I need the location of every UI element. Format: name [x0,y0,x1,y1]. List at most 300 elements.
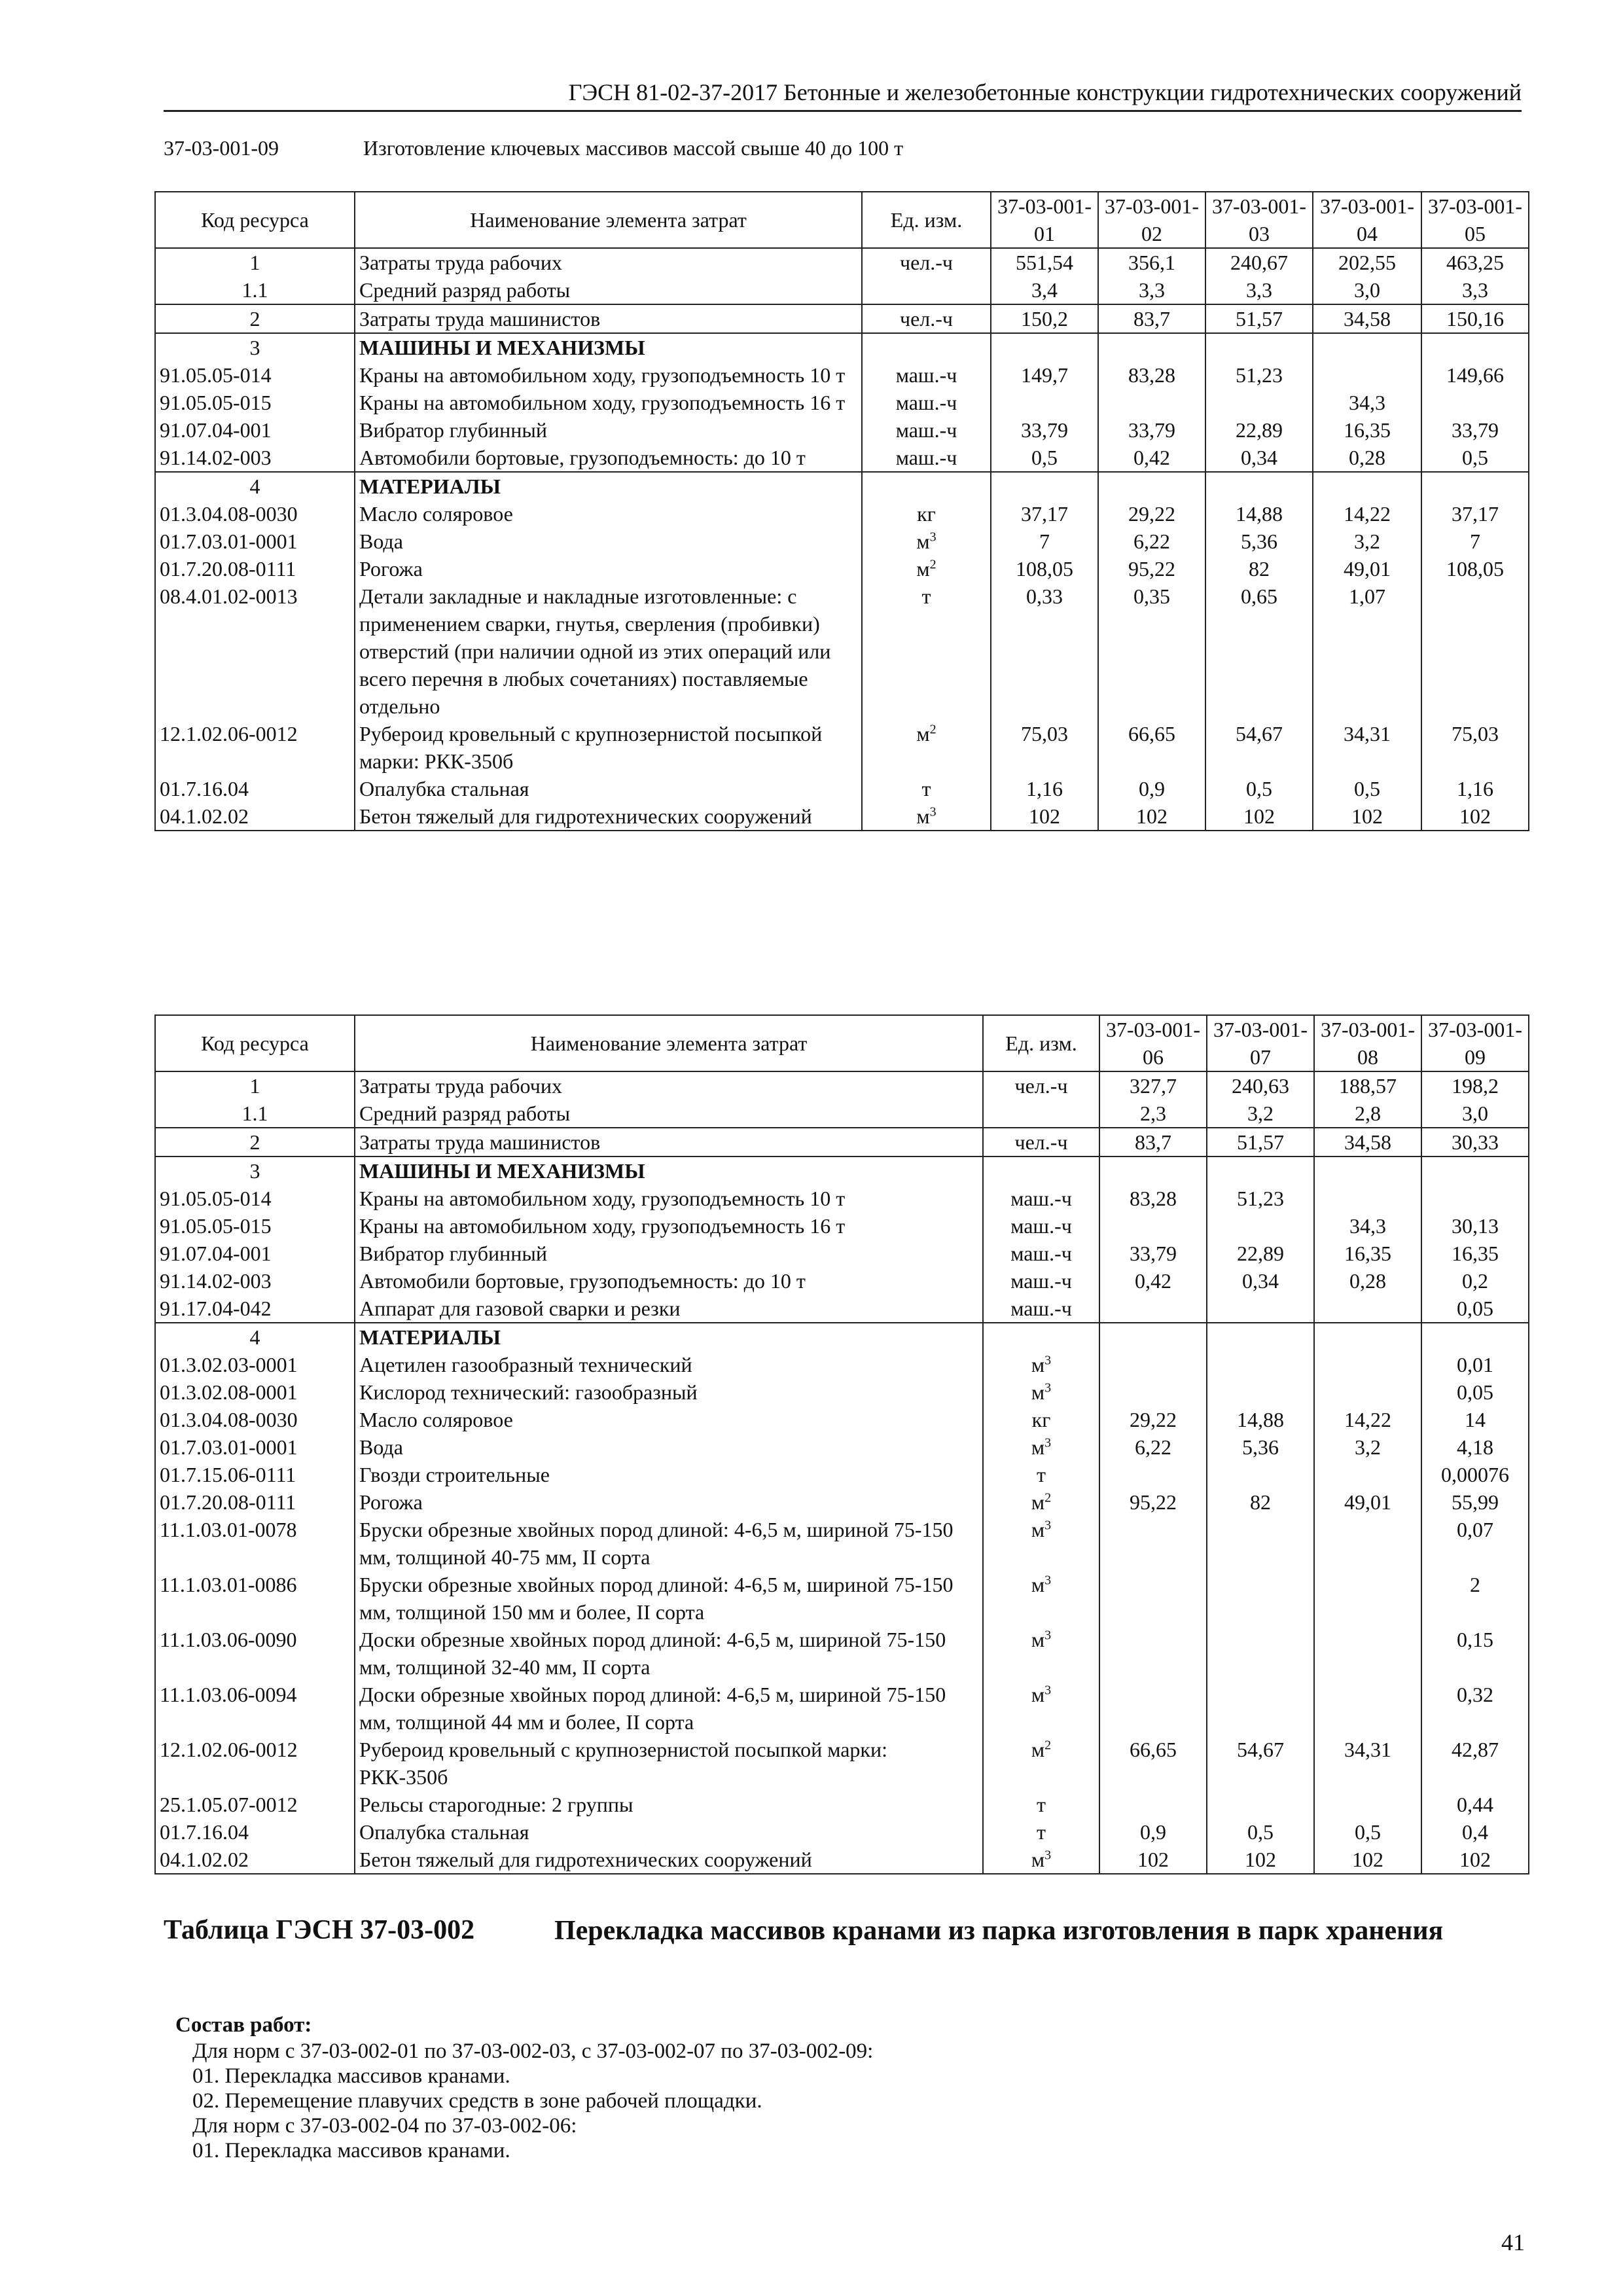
table-row [155,1351,1529,1378]
norm-value: 0,01 [1421,1351,1529,1378]
norm-value [1099,1461,1207,1488]
table-row [155,1818,1529,1846]
resource-name: Краны на автомобильном ходу, грузоподъемность 10 т [355,361,862,389]
table-row [155,528,1529,555]
norm-value: 0,5 [1205,775,1313,802]
norm-value: 102 [1098,802,1205,831]
resource-name: Бетон тяжелый для гидротехнических сооружений [355,1846,983,1874]
table-row [155,720,1529,775]
resource-code: 08.4.01.02-0013 [155,583,355,720]
norm-value [1207,1351,1314,1378]
norm-value: 2,3 [1099,1100,1207,1128]
norm-value [1099,1157,1207,1185]
resource-code: 2 [155,304,355,333]
norm-value [1099,1378,1207,1406]
norm-value: 66,65 [1099,1736,1207,1791]
unit-exponent: 3 [929,529,936,545]
table-row [155,1212,1529,1240]
resource-unit [983,1267,1099,1295]
resource-code: 11.1.03.01-0078 [155,1516,355,1571]
resource-name: Масло соляровое [355,1406,983,1433]
norm-value [1099,1626,1207,1681]
table-row [155,1433,1529,1461]
header-col: 37-03-001-03 [1205,192,1313,248]
unit-exponent: 3 [1044,1518,1052,1533]
table-row [155,1240,1529,1267]
resource-name: Краны на автомобильном ходу, грузоподъемность 10 т [355,1185,983,1212]
norm-value: 3,3 [1421,276,1529,304]
unit-text: м [1031,1380,1045,1404]
norm-value: 0,4 [1421,1818,1529,1846]
norm-value: 14,88 [1205,500,1313,528]
norm-value: 102 [1421,802,1529,831]
unit-text: кг [1031,1408,1051,1431]
table-row [155,1626,1529,1681]
norm-value: 82 [1207,1488,1314,1516]
norm-value [1205,333,1313,361]
resource-code: 01.7.20.08-0111 [155,555,355,583]
unit-text: маш.-ч [1010,1187,1072,1210]
table-row [155,333,1529,361]
unit-text: м [1031,1573,1045,1596]
unit-text: кг [917,502,936,526]
resource-name: Средний разряд работы [355,1100,983,1128]
resource-code: 2 [155,1128,355,1157]
unit-text: м [1031,1738,1045,1761]
unit-text: маш.-ч [895,446,957,469]
norm-value [1421,583,1529,720]
norm-value: 0,05 [1421,1295,1529,1323]
resource-unit [983,1323,1099,1351]
resource-code: 01.3.02.03-0001 [155,1351,355,1378]
norm-value [1313,472,1421,500]
unit-exponent: 2 [929,722,936,737]
resource-code: 01.7.03.01-0001 [155,1433,355,1461]
norm-value: 102 [1207,1846,1314,1874]
resource-code: 3 [155,333,355,361]
norm-value: 14,22 [1313,500,1421,528]
resource-name: Ацетилен газообразный технический [355,1351,983,1378]
resource-name: Затраты труда рабочих [355,1071,983,1100]
resource-unit [862,389,991,416]
resource-name: Вода [355,1433,983,1461]
table-row [155,1323,1529,1351]
norm-value: 0,9 [1099,1818,1207,1846]
page-header [164,71,1522,112]
norm-value: 49,01 [1314,1488,1421,1516]
resource-unit [983,1571,1099,1626]
norm-value: 240,63 [1207,1071,1314,1100]
norm-value [991,472,1098,500]
norm-value [1314,1626,1421,1681]
table-row [155,248,1529,276]
norm-value [1207,1157,1314,1185]
table-row [155,1185,1529,1212]
norm-value: 0,07 [1421,1516,1529,1571]
norm-value [1421,1185,1529,1212]
unit-text: маш.-ч [895,418,957,442]
norm-value: 16,35 [1314,1240,1421,1267]
norm-value: 1,16 [991,775,1098,802]
resource-unit [983,1351,1099,1378]
norm-value: 551,54 [991,248,1098,276]
norm-value: 3,3 [1205,276,1313,304]
subheading-code: 37-03-001-09 [164,136,279,160]
norm-value: 6,22 [1099,1433,1207,1461]
resource-unit [983,1071,1099,1100]
resource-name: Рогожа [355,1488,983,1516]
norm-value [1314,1571,1421,1626]
unit-text: м [1031,1490,1045,1514]
norm-value: 0,2 [1421,1267,1529,1295]
table-row [155,1681,1529,1736]
norm-value: 0,5 [1314,1818,1421,1846]
unit-exponent: 3 [1044,1848,1052,1863]
norm-value: 0,5 [991,444,1098,472]
unit-text: маш.-ч [895,363,957,387]
norm-value [1099,1681,1207,1736]
document-title: ГЭСН 81-02-37-2017 Бетонные и железобетонные конструкции гидротехнических сооружений [568,79,1522,105]
norm-value: 6,22 [1098,528,1205,555]
norm-value [1099,1351,1207,1378]
norm-value: 34,3 [1314,1212,1421,1240]
unit-exponent: 2 [1044,1490,1052,1505]
resource-unit [983,1406,1099,1433]
norm-value: 14,22 [1314,1406,1421,1433]
table-row [155,583,1529,720]
norm-value: 0,00076 [1421,1461,1529,1488]
header-col: 37-03-001-02 [1098,192,1205,248]
norm-value: 463,25 [1421,248,1529,276]
norm-value: 3,0 [1421,1100,1529,1128]
norm-value: 102 [1205,802,1313,831]
norm-value: 3,4 [991,276,1098,304]
table-row [155,1846,1529,1874]
norm-value: 83,28 [1098,361,1205,389]
resource-name: МАШИНЫ И МЕХАНИЗМЫ [355,333,862,361]
resource-code: 91.05.05-014 [155,1185,355,1212]
norm-value: 0,15 [1421,1626,1529,1681]
unit-text: маш.-ч [1010,1214,1072,1238]
table-row [155,1406,1529,1433]
norm-value: 0,34 [1205,444,1313,472]
unit-text: т [1037,1463,1046,1486]
resource-unit [862,333,991,361]
table-row [155,472,1529,500]
norm-value [1314,1295,1421,1323]
norm-value: 150,2 [991,304,1098,333]
norm-value: 0,05 [1421,1378,1529,1406]
subheading [164,136,903,160]
resource-code: 01.7.20.08-0111 [155,1488,355,1516]
table-row [155,304,1529,333]
table-row [155,389,1529,416]
resource-unit [983,1846,1099,1874]
norm-value: 51,57 [1205,304,1313,333]
resource-unit [983,1295,1099,1323]
norm-value [1099,1212,1207,1240]
resource-name: Кислород технический: газообразный [355,1378,983,1406]
norm-value: 16,35 [1421,1240,1529,1267]
norm-value: 0,32 [1421,1681,1529,1736]
norm-value: 16,35 [1313,416,1421,444]
norm-value [1207,1212,1314,1240]
resource-name: Затраты труда машинистов [355,1128,983,1157]
header-name: Наименование элемента затрат [355,192,862,248]
norm-value: 7 [991,528,1098,555]
works-composition [175,2013,873,2163]
resource-name: Аппарат для газовой сварки и резки [355,1295,983,1323]
table-row [155,416,1529,444]
resource-code: 91.14.02-003 [155,1267,355,1295]
norm-value: 0,5 [1421,444,1529,472]
norm-value: 54,67 [1205,720,1313,775]
norm-value [1207,1571,1314,1626]
resource-code: 11.1.03.01-0086 [155,1571,355,1626]
resource-name: Средний разряд работы [355,276,862,304]
header-col: 37-03-001-09 [1421,1015,1529,1071]
norm-value: 0,5 [1313,775,1421,802]
resource-unit [983,1791,1099,1818]
norm-value: 0,28 [1313,444,1421,472]
resource-unit [862,555,991,583]
resource-code: 12.1.02.06-0012 [155,1736,355,1791]
table-row [155,775,1529,802]
norm-value [1313,361,1421,389]
norm-value: 108,05 [991,555,1098,583]
resource-unit [862,583,991,720]
norm-value [1314,1461,1421,1488]
resource-code: 04.1.02.02 [155,1846,355,1874]
norm-value [1314,1185,1421,1212]
header-unit: Ед. изм. [862,192,991,248]
norm-value: 75,03 [991,720,1098,775]
page-number: 41 [1501,2229,1525,2255]
norm-value: 3,2 [1313,528,1421,555]
table-row [155,361,1529,389]
unit-exponent: 3 [1044,1628,1052,1643]
resource-unit [862,802,991,831]
resource-code: 01.7.16.04 [155,775,355,802]
table-row [155,1295,1529,1323]
resource-name: Затраты труда машинистов [355,304,862,333]
norm-value [1098,389,1205,416]
norm-value: 327,7 [1099,1071,1207,1100]
norm-value [1314,1323,1421,1351]
norm-value: 4,18 [1421,1433,1529,1461]
norm-value: 51,23 [1207,1185,1314,1212]
norm-value: 0,42 [1099,1267,1207,1295]
norm-value [1207,1378,1314,1406]
resource-name: МАШИНЫ И МЕХАНИЗМЫ [355,1157,983,1185]
resource-name: Автомобили бортовые, грузоподъемность: до 10 т [355,444,862,472]
works-line: Для норм с 37-03-002-01 по 37-03-002-03, с 37-03-002-07 по 37-03-002-09: [192,2039,874,2063]
norm-value: 82 [1205,555,1313,583]
unit-text: маш.-ч [1010,1269,1072,1293]
header-col: 37-03-001-04 [1313,192,1421,248]
resource-code: 91.17.04-042 [155,1295,355,1323]
resource-unit [983,1488,1099,1516]
norm-value: 29,22 [1099,1406,1207,1433]
unit-text: м [1031,1848,1045,1871]
header-col: 37-03-001-01 [991,192,1098,248]
resource-unit [862,444,991,472]
norm-value: 108,05 [1421,555,1529,583]
unit-text: т [921,777,931,800]
norm-value [1098,472,1205,500]
resource-name: Вибратор глубинный [355,416,862,444]
resource-name: Рельсы старогодные: 2 группы [355,1791,983,1818]
resource-name: Доски обрезные хвойных пород длиной: 4-6,5 м, шириной 75-150 мм, толщиной 32-40 мм, II сорта [355,1626,983,1681]
resource-code: 91.05.05-015 [155,1212,355,1240]
resource-name: Бетон тяжелый для гидротехнических сооружений [355,802,862,831]
table-row [155,1378,1529,1406]
table-row [155,444,1529,472]
norm-value: 14,88 [1207,1406,1314,1433]
resource-name: Доски обрезные хвойных пород длиной: 4-6,5 м, шириной 75-150 мм, толщиной 44 мм и более, II сорта [355,1681,983,1736]
norm-value: 2,8 [1314,1100,1421,1128]
resource-code: 4 [155,1323,355,1351]
norm-value: 54,67 [1207,1736,1314,1791]
table-row [155,1267,1529,1295]
norm-value: 102 [1421,1846,1529,1874]
norm-value: 7 [1421,528,1529,555]
resource-unit [983,1100,1099,1128]
norm-value: 34,58 [1313,304,1421,333]
resource-name: Краны на автомобильном ходу, грузоподъемность 16 т [355,389,862,416]
norm-value: 202,55 [1313,248,1421,276]
unit-text: м [916,722,930,745]
norm-value: 75,03 [1421,720,1529,775]
resource-unit [983,1378,1099,1406]
norm-value: 3,2 [1314,1433,1421,1461]
norm-value [1314,1791,1421,1818]
unit-text: чел.-ч [1014,1074,1068,1098]
works-line: 01. Перекладка массивов кранами. [192,2139,510,2162]
header-name: Наименование элемента затрат [355,1015,983,1071]
resource-name: Краны на автомобильном ходу, грузоподъемность 16 т [355,1212,983,1240]
unit-exponent: 2 [929,557,936,572]
norm-value: 0,42 [1098,444,1205,472]
norm-value: 3,3 [1098,276,1205,304]
table-header-row [155,1015,1529,1071]
norm-value [1207,1323,1314,1351]
resource-code: 91.07.04-001 [155,1240,355,1267]
resource-code: 11.1.03.06-0094 [155,1681,355,1736]
resource-name: Рубероид кровельный с крупнозернистой посыпкой марки: РКК-350б [355,720,862,775]
works-line: 01. Перекладка массивов кранами. [192,2064,510,2088]
resource-name: МАТЕРИАЛЫ [355,472,862,500]
norm-value: 66,65 [1098,720,1205,775]
resource-unit [862,276,991,304]
norm-value: 51,57 [1207,1128,1314,1157]
resource-code: 1.1 [155,276,355,304]
section-title: Перекладка массивов кранами из парка изготовления в парк хранения [554,1916,1444,1946]
resource-code: 11.1.03.06-0090 [155,1626,355,1681]
norm-value: 49,01 [1313,555,1421,583]
norm-value: 37,17 [991,500,1098,528]
works-line: Для норм с 37-03-002-04 по 37-03-002-06: [192,2114,577,2138]
norm-value [991,333,1098,361]
unit-exponent: 3 [1044,1683,1052,1698]
norm-value: 0,33 [991,583,1098,720]
unit-exponent: 2 [1044,1738,1052,1753]
norm-value [1207,1626,1314,1681]
norm-value: 1,16 [1421,775,1529,802]
norm-value [1421,389,1529,416]
resource-unit [983,1736,1099,1791]
resource-code: 04.1.02.02 [155,802,355,831]
table-row [155,500,1529,528]
norm-value: 55,99 [1421,1488,1529,1516]
table-row [155,1571,1529,1626]
norm-value: 83,7 [1099,1128,1207,1157]
table-row [155,1071,1529,1100]
resource-code: 3 [155,1157,355,1185]
norm-value [1098,333,1205,361]
resource-name: Затраты труда рабочих [355,248,862,276]
norm-value [1314,1516,1421,1571]
norm-value: 34,3 [1313,389,1421,416]
norm-value [1099,1571,1207,1626]
norm-value: 42,87 [1421,1736,1529,1791]
header-code: Код ресурса [155,192,355,248]
norm-value: 34,31 [1314,1736,1421,1791]
header-code: Код ресурса [155,1015,355,1071]
unit-text: маш.-ч [1010,1297,1072,1320]
norm-value: 1,07 [1313,583,1421,720]
resource-name: Опалубка стальная [355,1818,983,1846]
unit-text: м [1031,1683,1045,1706]
norm-value: 102 [1099,1846,1207,1874]
unit-text: м [916,529,930,553]
resource-code: 91.14.02-003 [155,444,355,472]
unit-text: м [1031,1628,1045,1651]
resource-unit [983,1157,1099,1185]
unit-text: чел.-ч [899,251,953,274]
norm-value: 22,89 [1207,1240,1314,1267]
norm-value: 34,31 [1313,720,1421,775]
unit-exponent: 3 [1044,1573,1052,1588]
norm-value: 0,5 [1207,1818,1314,1846]
resource-unit [862,528,991,555]
header-col: 37-03-001-07 [1207,1015,1314,1071]
norm-value: 0,65 [1205,583,1313,720]
resource-unit [983,1818,1099,1846]
resource-code: 91.07.04-001 [155,416,355,444]
norm-value [1421,333,1529,361]
resource-name: Бруски обрезные хвойных пород длиной: 4-6,5 м, шириной 75-150 мм, толщиной 150 мм и более, II сорта [355,1571,983,1626]
header-col: 37-03-001-05 [1421,192,1529,248]
resource-name: Гвозди строительные [355,1461,983,1488]
norm-value: 33,79 [991,416,1098,444]
norm-value: 188,57 [1314,1071,1421,1100]
norm-value: 33,79 [1098,416,1205,444]
norm-value [1205,472,1313,500]
resource-code: 01.7.15.06-0111 [155,1461,355,1488]
norm-value: 3,0 [1313,276,1421,304]
norm-value: 30,33 [1421,1128,1529,1157]
table-header-row [155,192,1529,248]
unit-text: маш.-ч [1010,1242,1072,1265]
resource-table-1 [154,191,1529,831]
section-code: Таблица ГЭСН 37-03-002 [164,1915,475,1945]
table-row [155,1128,1529,1157]
norm-value: 149,7 [991,361,1098,389]
resource-unit [862,248,991,276]
resource-unit [983,1128,1099,1157]
table-row [155,1488,1529,1516]
